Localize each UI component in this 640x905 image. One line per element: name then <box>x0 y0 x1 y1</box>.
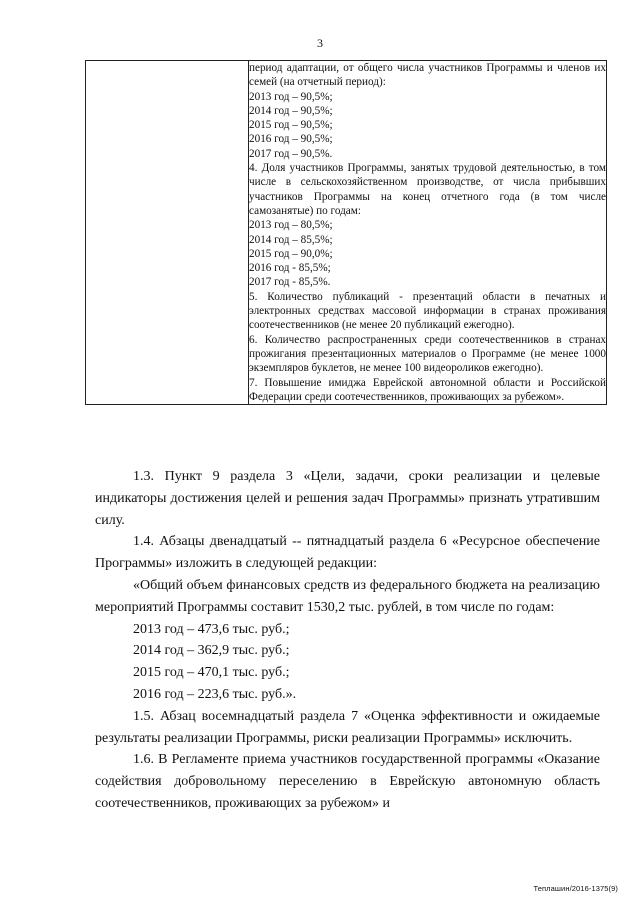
quoted-paragraph: «Общий объем финансовых средств из федерального бюджета на реализацию мероприятий Программы составит 1530,2 тыс. рублей, в том числе по годам: <box>95 577 600 615</box>
paragraph-1-4: 1.4. Абзацы двенадцатый -- пятнадцатый раздела 6 «Ресурсное обеспечение Программы» изложить в следующей редакции: <box>95 534 600 572</box>
table-text-line: 2014 год – 85,5%; <box>249 233 333 246</box>
funding-year-line: 2015 год – 470,1 тыс. руб.; <box>133 665 290 681</box>
paragraph-1-3: 1.3. Пункт 9 раздела 3 «Цели, задачи, сроки реализации и целевые индикаторы достижения целей и решения задач Программы» признать утратившим силу. <box>95 469 600 528</box>
indicators-table <box>85 60 607 405</box>
table-text-line: 7. Повышение имиджа Еврейской автономной области и Российской Федерации среди соотечественников, проживающих за рубежом». <box>249 376 606 403</box>
table-text-line: 2017 год – 90,5%. <box>249 147 333 160</box>
paragraph-1-5: 1.5. Абзац восемнадцатый раздела 7 «Оценка эффективности и ожидаемые результаты реализации Программы, риски реализации Программы» исключить. <box>95 708 600 746</box>
table-text-line: 2016 год - 85,5%; <box>249 262 331 275</box>
document-footer-code: Теплашин/2016-1375(9) <box>533 884 618 893</box>
funding-year-line: 2013 год – 473,6 тыс. руб.; <box>133 621 290 637</box>
table-text-line: 5. Количество публикаций - презентаций области в печатных и электронных средствах массовой информации в странах проживания соотечественников (не менее 20 публикаций ежегодно). <box>249 290 606 332</box>
table-text-line: 2013 год – 90,5%; <box>249 90 333 103</box>
document-body <box>95 466 600 815</box>
table-right-cell <box>249 61 607 405</box>
table-text-line: 2017 год - 85,5%. <box>249 276 331 289</box>
table-text-line: 2014 год – 90,5%; <box>249 104 333 117</box>
funding-year-line: 2014 год – 362,9 тыс. руб.; <box>133 643 290 659</box>
table-text-line: 2016 год – 90,5%; <box>249 133 333 146</box>
table-text-line: 2013 год – 80,5%; <box>249 219 333 232</box>
funding-year-line: 2016 год – 223,6 тыс. руб.». <box>133 686 297 702</box>
table-left-cell <box>86 61 249 405</box>
table-text-line: 6. Количество распространенных среди соотечественников в странах прожигания презентационных материалов о Программе (не менее 1000 экземпляров буклетов, не менее 100 видеороликов ежегодно). <box>249 333 606 375</box>
paragraph-1-6: 1.6. В Регламенте приема участников государственной программы «Оказание содействия добровольному переселению в Еврейскую автономную область соотечественников, проживающих за рубежом» и <box>95 752 600 811</box>
table-text-line: 2015 год – 90,0%; <box>249 247 333 260</box>
table-row <box>86 61 607 405</box>
table-text-line: период адаптации, от общего числа участников Программы и членов их семей (на отчетный период): <box>249 62 606 89</box>
table-text-line: 4. Доля участников Программы, занятых трудовой деятельностью, в том числе в сельскохозяйственном производстве, от числа прибывших участников Программы на конец отчетного года (в том числе самозанятые) по годам: <box>249 162 606 217</box>
page-number: 3 <box>317 36 323 50</box>
table-text-line: 2015 год – 90,5%; <box>249 119 333 132</box>
